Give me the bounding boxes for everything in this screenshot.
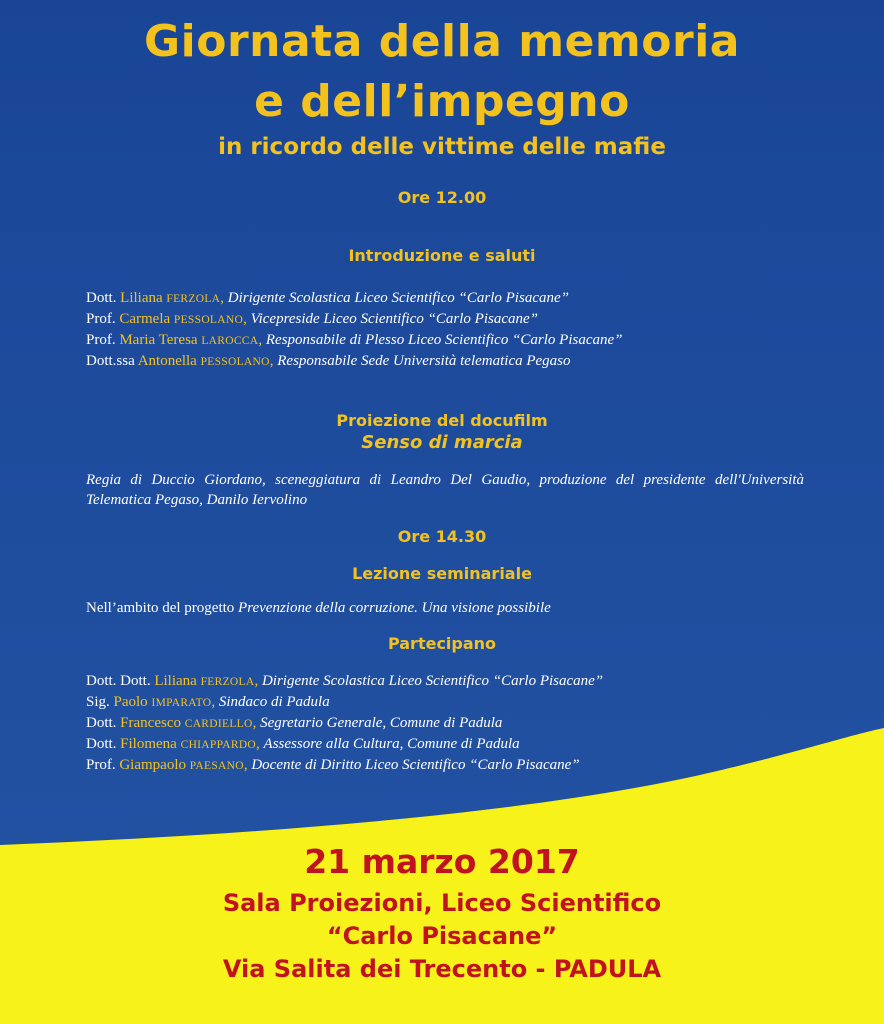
participant-name [120,736,260,752]
participant-role: Docente di Diritto Liceo Scientifico “Carlo Pisacane” [251,757,580,773]
session1-heading: Introduzione e saluti [348,246,536,265]
participant-role: Dirigente Scolastica Liceo Scientifico “Carlo Pisacane” [261,673,604,689]
speaker-title: Dott. [86,290,117,306]
film-title: Senso di marcia [361,432,523,453]
speaker-last-name: PESSOLANO [173,314,244,326]
project-name: Prevenzione della corruzione. Una visione possibile [238,600,551,616]
speaker-role: Responsabile Sede Università telematica Pegaso [277,353,571,369]
speaker-line [86,330,623,351]
speaker-separator: , [220,290,225,306]
participant-line [86,755,580,776]
participant-first-name: Liliana [154,673,197,689]
speaker-separator: , [269,353,274,369]
participant-first-name: Francesco [120,715,181,731]
event-title-line-1: Giornata della memoria [144,16,740,67]
participant-role: Assessore alla Cultura, Comune di Padula [263,736,520,752]
participant-title: Prof. [86,757,116,773]
speaker-last-name: FERZOLA [166,293,221,305]
participant-last-name: CHIAPPARDO [180,739,257,751]
event-date: 21 marzo 2017 [304,842,580,881]
film-credits: Regia di Duccio Giordano, sceneggiatura di Leandro Del Gaudio, produzione del presidente dell'Università Telematica Pegaso, Danilo Iervolino [86,472,804,508]
participant-role: Sindaco di Padula [218,694,330,710]
speaker-line [86,288,569,309]
session2-time: Ore 14.30 [397,527,487,546]
speaker-name [120,290,224,306]
participant-title: Dott. Dott. [86,673,151,689]
speaker-last-name: LAROCCA [201,335,259,347]
participant-separator: , [256,736,260,752]
speaker-first-name: Liliana [120,290,163,306]
speaker-role: Vicepreside Liceo Scientifico “Carlo Pisacane” [250,311,539,327]
participants-heading: Partecipano [387,634,497,653]
participant-separator: , [252,715,257,731]
participant-separator: , [211,694,216,710]
project-prefix: Nell’ambito del progetto [86,600,239,616]
speaker-first-name: Maria Teresa [119,332,198,348]
participant-last-name: CARDIELLO [184,718,253,730]
participant-role: Segretario Generale, Comune di Padula [260,715,503,731]
venue-line-2: “Carlo Pisacane” [326,922,558,950]
speaker-separator: , [243,311,247,327]
venue-line-1: Sala Proiezioni, Liceo Scientifico [222,889,662,917]
participant-first-name: Paolo [113,694,148,710]
speaker-separator: , [258,332,263,348]
speaker-name [119,332,262,348]
participant-title: Sig. [86,694,110,710]
speaker-line [86,309,538,330]
speaker-last-name: PESSOLANO [200,356,270,368]
participant-line [86,692,330,713]
participant-last-name: IMPARATO [151,697,212,709]
participant-last-name: PAESANO [189,760,244,772]
session2-heading: Lezione seminariale [352,564,532,583]
participant-separator: , [254,673,259,689]
participant-name [154,673,258,689]
event-title-line-2: e dell’impegno [254,76,630,127]
participant-first-name: Filomena [120,736,177,752]
session1-time: Ore 12.00 [397,188,487,207]
speaker-line [86,351,571,372]
speaker-role: Dirigente Scolastica Liceo Scientifico “Carlo Pisacane” [227,290,569,306]
participant-separator: , [243,757,248,773]
participant-first-name: Giampaolo [119,757,186,773]
participant-line [86,734,520,755]
participant-name [119,757,247,773]
participant-title: Dott. [86,715,117,731]
speaker-name [119,311,246,327]
film-heading: Proiezione del docufilm [336,411,548,430]
participant-title: Dott. [86,736,117,752]
speaker-first-name: Antonella [137,353,197,369]
event-subtitle: in ricordo delle vittime delle mafie [218,134,666,160]
participant-line [86,671,603,692]
venue-address: Via Salita dei Trecento - PADULA [222,955,662,983]
speaker-title: Prof. [86,311,116,327]
participant-name [114,694,216,710]
project-context [86,598,551,618]
participant-last-name: FERZOLA [200,676,255,688]
participant-name [120,715,256,731]
speaker-role: Responsabile di Plesso Liceo Scientifico “Carlo Pisacane” [265,332,623,348]
participant-line [86,713,502,734]
speaker-title: Dott.ssa [86,353,135,369]
speaker-first-name: Carmela [119,311,171,327]
speaker-name [138,353,274,369]
speaker-title: Prof. [86,332,116,348]
